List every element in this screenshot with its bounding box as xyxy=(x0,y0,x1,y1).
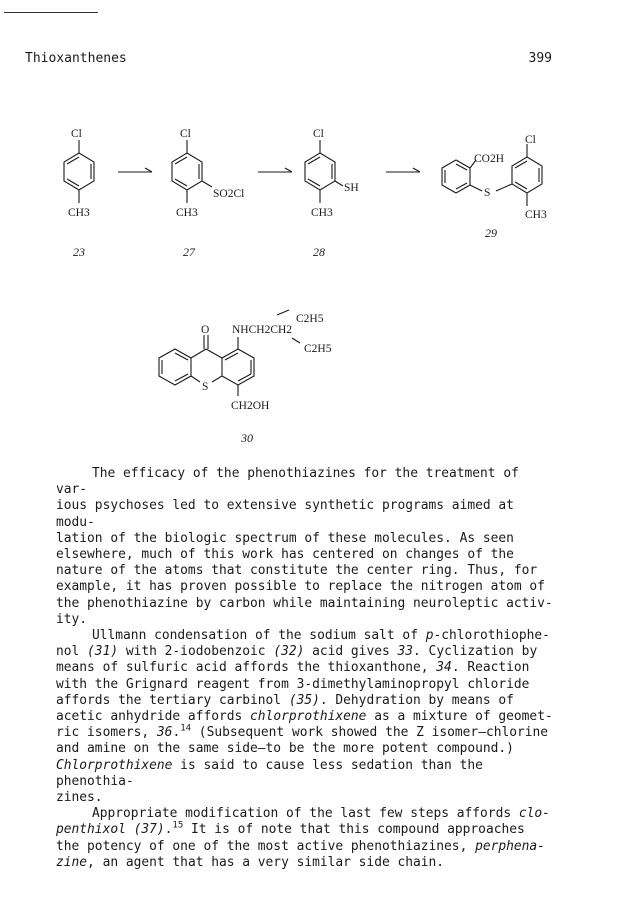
c30-hydroxymethyl: CH2OH xyxy=(231,400,270,412)
compound-30 xyxy=(159,310,332,445)
compound-23 xyxy=(64,128,94,259)
c30-ring-sulfur: S xyxy=(202,381,209,393)
footnote-ref-15: 15 xyxy=(172,821,184,832)
c23-chloro: Cl xyxy=(71,128,82,140)
c27-methyl: CH3 xyxy=(176,207,198,219)
c29-methyl: CH3 xyxy=(525,209,547,221)
running-header: Thioxanthenes xyxy=(25,51,127,66)
compound-28 xyxy=(305,128,359,259)
ref-compound-35: (35) xyxy=(288,692,320,708)
compound-number-28: 28 xyxy=(313,245,325,259)
drug-name-chlorprothixene-2: Chlorprothixene xyxy=(56,757,173,773)
compound-number-23: 23 xyxy=(73,245,85,259)
ref-compound-33: 33 xyxy=(397,644,414,660)
c30-ethyl-lower: C2H5 xyxy=(304,343,332,355)
compound-27 xyxy=(172,128,244,259)
c29-sulfur-bridge: S xyxy=(484,187,491,199)
drug-name-clopenthixol: clo- penthixol (37) xyxy=(56,806,550,838)
ref-compound-36: 36 xyxy=(156,725,173,741)
drug-name-chlorprothixene: chlorprothixene xyxy=(250,709,367,725)
arrow-3 xyxy=(386,168,420,172)
c28-thiol: SH xyxy=(344,182,359,194)
c27-chloro: Cl xyxy=(180,128,191,140)
c27-sulfonyl-chloride: SO2Cl xyxy=(213,188,245,200)
compound-number-27: 27 xyxy=(183,245,195,259)
drug-name-perphenazine: perphena- zine xyxy=(56,838,545,870)
ref-compound-32: (32) xyxy=(273,644,305,660)
c30-carbonyl-oxygen: O xyxy=(201,324,210,336)
c30-ethyl-upper: C2H5 xyxy=(296,313,324,325)
compound-29 xyxy=(442,134,547,240)
c29-chloro: Cl xyxy=(525,134,536,146)
ref-compound-31: (31) xyxy=(87,644,119,660)
body-text xyxy=(56,466,556,871)
c29-carboxylic-acid: CO2H xyxy=(474,153,505,165)
compound-number-30: 30 xyxy=(241,431,253,445)
paragraph-2: Ullmann condensation of the sodium salt of p-chlorothiophe- nol (31) with 2-iodobenzoic (32) acid gives 33. Cyclization by means of sulfuric acid affords the thioxanthone, 34. Reaction with the Grignard reagent from 3-dimethylaminopropyl chloride affords the tertiary carbinol (35). Dehydration by means of acetic anhydride affords chlorprothixene as a mixture of geomet- ric isomers, 36.14 (Subsequent work showed the Z isomer—chlorine and amine on the same side—to be the more potent compound.) Chlorprothixene is said to cause less sedation than the phenothia- zines. xyxy=(56,628,553,806)
arrow-2 xyxy=(258,168,292,172)
compound-number-29: 29 xyxy=(485,226,497,240)
c23-methyl: CH3 xyxy=(68,207,90,219)
c28-methyl: CH3 xyxy=(311,207,333,219)
ref-compound-34: 34 xyxy=(436,660,452,676)
paragraph-1: The efficacy of the phenothiazines for the treatment of var- ious psychoses led to extensive synthetic programs aimed at modu- lation of the biologic spectrum of these molecules. As seen elsewhere, much of this work has centered on changes of the nature of the atoms that constitute the center ring. Thus, for example, it has proven possible to replace the nitrogen atom of the phenothiazine by carbon while maintaining neuroleptic activ- ity. xyxy=(56,466,553,627)
paragraph-3: Appropriate modification of the last few steps affords clo- penthixol (37).$^{15}$ It is of note that this compound approaches the potency of one of the most active phenothiazines, perphena- zine, an agent that has a very similar side chain. xyxy=(56,806,550,870)
c30-aminoethyl: NHCH2CH2 xyxy=(232,324,293,336)
page-number: 399 xyxy=(528,51,552,66)
arrow-1 xyxy=(118,168,152,172)
footnote-ref-14: 14 xyxy=(180,723,192,734)
c28-chloro: Cl xyxy=(313,128,324,140)
